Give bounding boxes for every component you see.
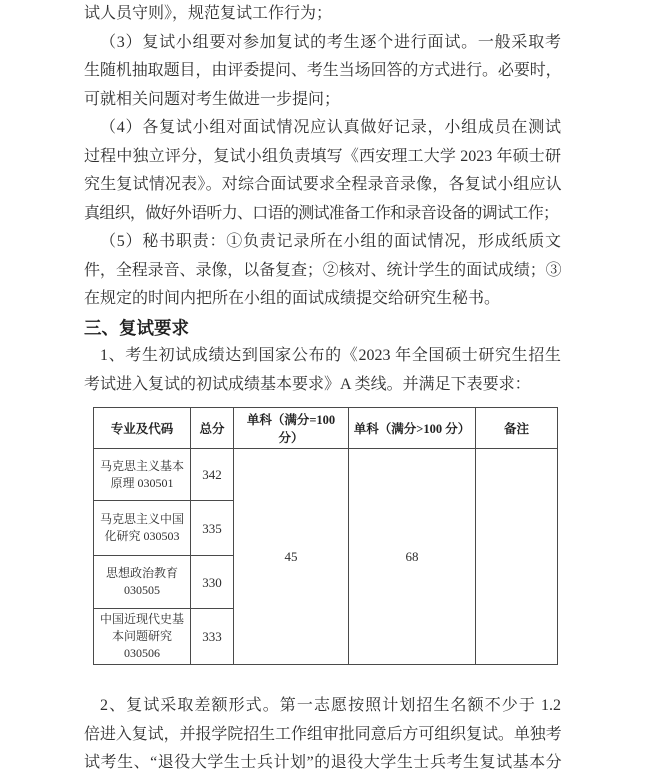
text-line: 究生复试情况表》。对综合面试要求全程录音录像，各复试小组应认 bbox=[84, 176, 561, 193]
column-header-4: 备注 bbox=[476, 408, 558, 449]
single-score-gt100-cell: 68 bbox=[349, 449, 476, 665]
text-line: （3）复试小组要对参加复试的考生逐个进行面试。一般采取考 bbox=[100, 33, 561, 51]
remark-cell bbox=[476, 449, 558, 665]
total-score-cell: 333 bbox=[191, 609, 234, 665]
major-code-cell: 中国近现代史基本问题研究 030506 bbox=[94, 609, 191, 665]
text-line: 2、复试采取差额形式。第一志愿按照计划招生名额不少于 1.2 bbox=[100, 697, 561, 714]
total-score-cell: 330 bbox=[191, 556, 234, 609]
total-score-cell: 342 bbox=[191, 449, 234, 501]
column-header-2: 单科（满分=100 分） bbox=[234, 408, 349, 449]
major-code-cell: 马克思主义中国化研究 030503 bbox=[94, 501, 191, 556]
paragraph bbox=[84, 114, 561, 228]
major-code-cell: 思想政治教育 030505 bbox=[94, 556, 191, 609]
column-header-3: 单科（满分>100 分） bbox=[349, 408, 476, 449]
column-header-1: 总分 bbox=[191, 408, 234, 449]
paragraph bbox=[84, 342, 561, 399]
table-row bbox=[94, 449, 558, 501]
text-line: （4）各复试小组对面试情况应认真做好记录，小组成员在测试 bbox=[100, 119, 561, 136]
total-score-cell: 335 bbox=[191, 501, 234, 556]
text-line: 考试进入复试的初试成绩基本要求》A 类线。并满足下表要求： bbox=[84, 375, 531, 393]
paragraph bbox=[84, 228, 561, 314]
text-line: 真组织，做好外语听力、口语的测试准备工作和录音设备的调试工作； bbox=[84, 204, 559, 222]
text-line: （5）秘书职责：①负责记录所在小组的面试情况，形成纸质文 bbox=[100, 233, 561, 250]
table-header-row bbox=[94, 408, 558, 449]
column-header-0: 专业及代码 bbox=[94, 408, 191, 449]
text-line: 试考生、“退役大学生士兵计划”的退役大学生士兵考生复试基本分 bbox=[84, 754, 561, 771]
text-line: 倍进入复试，并报学院招生工作组审批同意后方可组织复试。单独考 bbox=[84, 725, 561, 743]
document-body bbox=[84, 0, 561, 778]
text-line: 生随机抽取题目，由评委提问、考生当场回答的方式进行。必要时， bbox=[84, 62, 561, 79]
paragraph bbox=[84, 29, 561, 115]
score-requirements-table bbox=[93, 407, 558, 665]
single-score-eq100-cell: 45 bbox=[234, 449, 349, 665]
paragraph bbox=[84, 0, 561, 29]
text-line: 在规定的时间内把所在小组的面试成绩提交给研究生秘书。 bbox=[84, 290, 501, 307]
text-line: 可就相关问题对考生做进一步提问； bbox=[84, 90, 341, 108]
text-line: 1、考生初试成绩达到国家公布的《2023 年全国硕士研究生招生 bbox=[100, 347, 561, 364]
text-line: 过程中独立评分，复试小组负责填写《西安理工大学 2023 年硕士研 bbox=[84, 147, 561, 165]
text-line: 试人员守则》，规范复试工作行为； bbox=[84, 5, 333, 22]
section-heading: 三、复试要求 bbox=[84, 317, 189, 338]
text-line: 件，全程录音、录像，以备复查；②核对、统计学生的面试成绩；③ bbox=[84, 261, 561, 279]
paragraph bbox=[84, 692, 561, 778]
major-code-cell: 马克思主义基本原理 030501 bbox=[94, 449, 191, 501]
